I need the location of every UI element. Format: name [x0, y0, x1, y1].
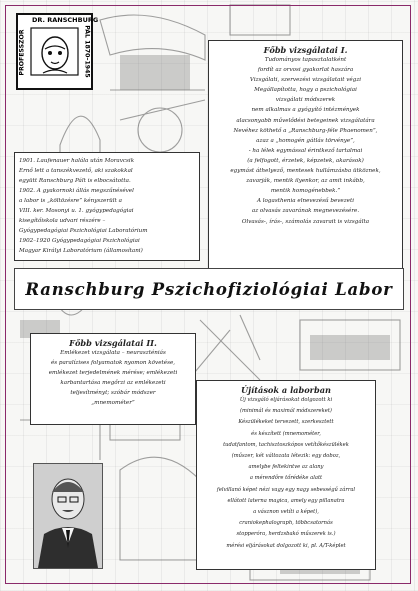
main-research-box-1	[208, 40, 403, 283]
history-line: kisegítőiskola udvari részére –	[19, 218, 106, 224]
history-line: 1902–1920 Gyógypedagógiai Pszichológiai	[19, 238, 140, 244]
main-research-box-2	[30, 333, 196, 425]
box1-line: az olvasás zavarának megnevezésére.	[251, 208, 360, 215]
history-line: a labor is „költözésre” kényszerült a	[19, 198, 122, 204]
box3-line: és paralízises folyamatok nyomon követése,	[50, 360, 176, 367]
box1-line: Nevéhez köthető a „Ranschburg-féle Phaenomen”,	[233, 127, 378, 134]
box1-line: zavarják, mentik ilyenkor, az amit inkább,	[246, 178, 365, 185]
box4-line: stopperóra, herdzsbakó műszerek is.)	[236, 531, 336, 538]
box1-line: fordít az orvosi gyakorlat haszára	[257, 67, 354, 74]
history-box	[14, 152, 200, 261]
box1-line: Olvasás-, írás-, számolás zavarait is vizsgálta	[241, 218, 370, 225]
history-line: Ernő lett a tanszékvezető, aki szakokkal	[19, 168, 133, 174]
history-line: együtt Ranschburg Pált is elbocsátotta.	[19, 178, 131, 184]
box4-line: és készített (mnemométer,	[251, 430, 321, 437]
box1-line: A logasthenia elnevezésű bevezeti	[256, 198, 355, 205]
box1-heading: Főbb vizsgálatai I.	[263, 45, 348, 55]
box1-line: (a felfogott, érzetek, képzetek, akarások)	[247, 157, 364, 164]
box4-heading: Újítások a laborban	[241, 385, 331, 395]
box4-line: tudatfantom, tachisztoszkópos vetítőkészülékek	[223, 441, 349, 448]
innovations-box	[196, 380, 376, 570]
box3-line: karbantartása megőrzi az emlékezeti	[60, 380, 166, 387]
box3-line: Emlékezet vizsgálata – neuraszténiás	[60, 350, 166, 356]
box4-line: (minimál és maximál módszereket)	[240, 408, 332, 415]
box4-line: Új vizsgáló eljárásokat dolgozott ki	[239, 397, 333, 403]
stamp-left-text: PROFESSZOR	[18, 29, 26, 76]
box4-line: a vásznon vetíti a képet),	[253, 509, 319, 516]
box1-line: egymást áthelyező, mentesek hullámzásba ütköznek,	[230, 168, 381, 175]
box1-line: nem alkalmas a gyógyító intézmények	[251, 107, 360, 114]
history-line: Gyógypedagógiai Pszichológiai Laboratórium	[19, 228, 148, 234]
box1-line: alacsonyabb művelődési betegeinek vizsgálatára	[236, 117, 375, 124]
box1-line: - ha lélek egymással érintkező tartalmai	[248, 147, 363, 154]
box1-line: mentik homogénebbek.”	[270, 188, 341, 195]
box4-line: Készülékeket tervezett, szerkesztett	[238, 419, 334, 426]
box3-line: emlékezet terjedelmének mérése; emlékezeti	[48, 370, 178, 377]
box1-line: Tudományos tapasztalatként	[264, 57, 347, 63]
box4-line: amelybe feltekintve az alany	[248, 464, 324, 471]
box3-heading: Főbb vizsgálatai II.	[69, 338, 157, 348]
box1-line: Megállapította, hogy a pszichológiai	[254, 87, 357, 94]
box4-line: (műszer, két változata létezik: egy doboz,	[231, 453, 341, 460]
history-line: 1902. A gyakornoki állás megszűnésével	[19, 188, 134, 194]
box3-line: teljesítményt; szóbár módszer	[70, 390, 156, 397]
box4-line: craniokephalograph, többcsatornás	[239, 520, 333, 527]
box4-line: felvillanó képet nézi vagy egy nagy sebességű zárral	[216, 486, 356, 493]
box1-line: azaz a „homogén gátlás törvénye”,	[256, 137, 355, 144]
medal-portrait-icon	[18, 15, 91, 88]
box4-line: ellátott laterna magica, amely egy pillanatra	[227, 497, 345, 504]
portrait-photo	[33, 463, 103, 569]
box3-line: „mnemométer”	[91, 400, 135, 407]
portrait-figure-icon	[34, 464, 102, 568]
stamp-right-text: PÁL 1870–1945	[83, 25, 91, 78]
stamp-top-text: DR. RANSCHBURG	[32, 16, 99, 24]
ranschburg-medal-stamp	[16, 13, 99, 90]
box1-line: vizsgálati módszerek	[275, 97, 336, 104]
history-line: 1901. Laufenauer halála után Moravcsik	[19, 158, 135, 164]
history-line: VIII. ker. Mosonyi u. 1. gyógypedagógiai	[19, 208, 134, 214]
box4-line: a mérendőre tőrédéke alatt	[249, 475, 323, 482]
box4-line: mérési eljárásokat dolgozott ki, pl. A/T-képlet	[226, 542, 346, 549]
page-title: Ranschburg Pszichofiziológiai Labor	[14, 268, 404, 310]
box1-line: Vizsgálati, szervezési vizsgálatait végzi	[249, 77, 362, 84]
history-line: Magyar Királyi Laboratórium (államosítani)	[19, 248, 143, 254]
